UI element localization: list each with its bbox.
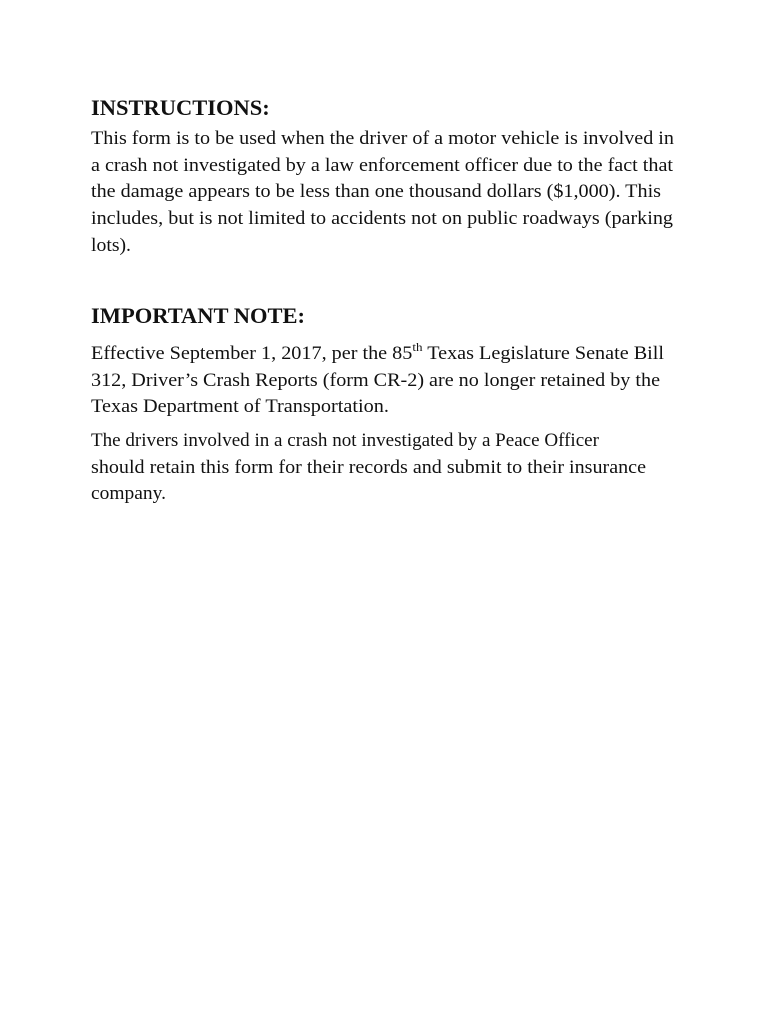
- instructions-line: [91, 206, 691, 233]
- important-note-heading: IMPORTANT NOTE:: [91, 303, 306, 328]
- important-note-line-text: The drivers involved in a crash not investigated by a Peace Officer: [91, 430, 599, 452]
- important-note-paragraph-1: [91, 341, 691, 421]
- line-text-segment: Texas Legislature Senate Bill: [422, 343, 665, 364]
- instructions-paragraph: [91, 126, 691, 259]
- instructions-line-text: includes, but is not limited to accidents not on public roadways (parking: [91, 208, 674, 230]
- line-text-segment: Effective September 1, 2017, per the 85: [91, 343, 413, 364]
- instructions-line-text: lots).: [91, 234, 132, 256]
- important-note-line: [91, 394, 691, 421]
- instructions-line-text: the damage appears to be less than one thousand dollars ($1,000). This: [91, 181, 662, 203]
- instructions-line-text: a crash not investigated by a law enforcement officer due to the fact that: [91, 154, 674, 176]
- important-note-line-text: company.: [91, 483, 166, 505]
- important-note-line-text: 312, Driver’s Crash Reports (form CR-2) are no longer retained by the: [91, 369, 661, 391]
- instructions-line: [91, 153, 691, 180]
- instructions-line: [91, 126, 691, 153]
- important-note-section: [91, 302, 691, 508]
- ordinal-superscript: th: [412, 339, 423, 354]
- important-note-line: [91, 481, 691, 508]
- instructions-section: [91, 94, 691, 259]
- important-note-line-text: Texas Department of Transportation.: [91, 396, 390, 418]
- important-note-line-text: should retain this form for their records and submit to their insurance: [91, 456, 646, 478]
- important-note-line: [91, 455, 691, 482]
- important-note-line: [91, 368, 691, 395]
- important-note-line: [91, 428, 691, 455]
- instructions-line: [91, 233, 691, 260]
- important-note-line: [91, 341, 691, 368]
- important-note-paragraph-2: [91, 428, 691, 508]
- instructions-line-text: This form is to be used when the driver of a motor vehicle is involved in: [91, 128, 674, 149]
- important-note-line-text: [91, 341, 664, 368]
- instructions-line: [91, 179, 691, 206]
- instructions-heading: INSTRUCTIONS:: [91, 95, 270, 120]
